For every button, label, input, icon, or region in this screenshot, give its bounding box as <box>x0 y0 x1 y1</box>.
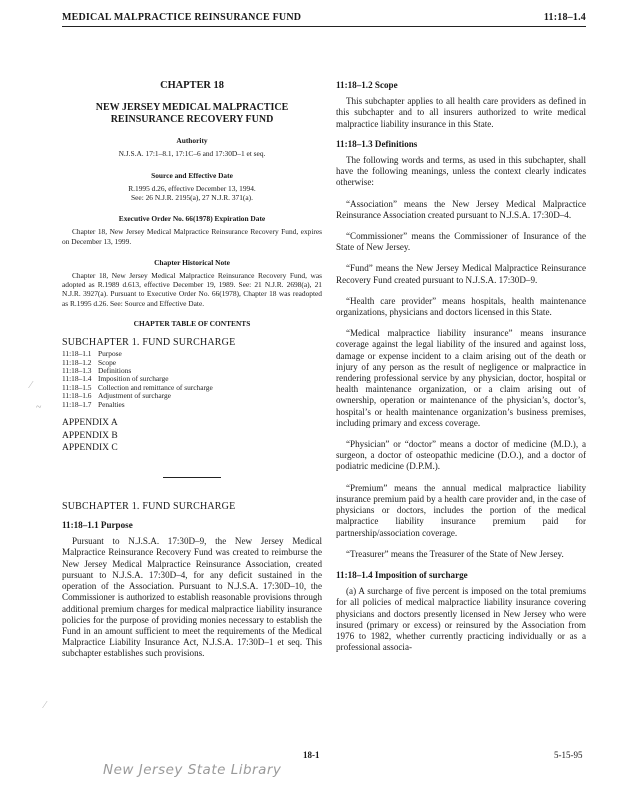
section-1-4-heading: 11:18–1.4 Imposition of surcharge <box>336 569 468 580</box>
left-column <box>62 80 322 660</box>
revision-date: 5-15-95 <box>554 750 583 760</box>
section-1-1-heading: 11:18–1.1 Purpose <box>62 520 133 531</box>
toc-heading: CHAPTER TABLE OF CONTENTS <box>133 318 251 328</box>
section-1-3-heading: 11:18–1.3 Definitions <box>336 138 418 149</box>
header-title: MEDICAL MALPRACTICE REINSURANCE FUND <box>62 12 302 23</box>
appendix-item: APPENDIX A <box>62 418 118 429</box>
toc-item-number: 11:18–1.2 <box>62 357 92 367</box>
appendix-item: APPENDIX B <box>62 430 118 441</box>
chapter-number: CHAPTER 18 <box>160 80 224 91</box>
chapter-name-line-2: REINSURANCE RECOVERY FUND <box>110 114 274 126</box>
subchapter-heading: SUBCHAPTER 1. FUND SURCHARGE <box>62 500 236 512</box>
section-1-2-heading: 11:18–1.2 Scope <box>336 80 398 90</box>
historical-note-text: Chapter 18, New Jersey Medical Malpractice Reinsurance Recovery Fund, was adopted as R.1989 d.613, effective December 19, 1989. See: 21 N.J.R. 2698(a), 21 N.J.R. 3927(a). Pursuant to Executive Order No. 66(1978), Chapter 18 was readopted as R.1995 d.26. See: Source and Effective Date. <box>62 271 322 308</box>
appendix-item: APPENDIX C <box>62 443 118 454</box>
definition-physician: “Physician” or “doctor” means a doctor of medicine (M.D.), a surgeon, a doctor of osteopathic medicine (D.O.), and a doctor of podiatric medicine (D.P.M.). <box>336 439 586 472</box>
toc-item-title: Penalties <box>98 399 125 409</box>
definition-association: “Association” means the New Jersey Medical Malpractice Reinsurance Association created pursuant to N.J.S.A. 17:30D–4. <box>336 198 586 220</box>
authority-heading: Authority <box>176 136 208 146</box>
toc-item-title: Imposition of surcharge <box>98 374 169 384</box>
section-divider <box>163 477 221 478</box>
chapter-name <box>62 102 322 126</box>
toc-list <box>62 350 322 409</box>
toc-item-number: 11:18–1.7 <box>62 399 92 409</box>
toc-subchapter-title: SUBCHAPTER 1. FUND SURCHARGE <box>62 337 236 349</box>
toc-item-number: 11:18–1.3 <box>62 366 92 376</box>
running-header <box>62 12 586 27</box>
toc-item <box>62 401 322 409</box>
margin-scan-mark: ⁄ <box>30 380 32 391</box>
source-line-2: See: 26 N.J.R. 2195(a), 27 N.J.R. 371(a). <box>131 193 253 203</box>
definition-treasurer: “Treasurer” means the Treasurer of the State of New Jersey. <box>346 548 564 559</box>
library-stamp: New Jersey State Library <box>103 762 282 778</box>
toc-item-title: Collection and remittance of surcharge <box>98 382 213 392</box>
margin-scan-mark: ⁄ <box>44 700 46 711</box>
executive-order-heading: Executive Order No. 66(1978) Expiration Date <box>118 214 266 224</box>
source-heading: Source and Effective Date <box>151 170 233 180</box>
toc-item-title: Definitions <box>98 366 132 376</box>
header-section: 11:18–1.4 <box>543 12 586 23</box>
toc-item-number: 11:18–1.5 <box>62 382 92 392</box>
section-1-1-text: Pursuant to N.J.S.A. 17:30D–9, the New Jersey Medical Malpractice Reinsurance Recovery Fund was created to reimburse the New Jersey Medical Malpractice Reinsurance Association, created pursuant to N.J.S.A. 17:30D–4, for any deficit sustained in the operation of the Association. Pursuant to N.J.S.A. 17:30D–10, the Commissioner is authorized to establish reasonable provisions through additional premium charges for medical malpractice liability insurance policies for the purpose of providing monies necessary to establish the Fund in an amount sufficient to meet the requirements of the Medical Malpractice Liability Insurance Act, N.J.S.A. 17:30D–1 et seq. This subchapter establishes such provisions. <box>62 536 322 659</box>
section-1-2-text: This subchapter applies to all health care providers as defined in this subchapter and to all insurers authorized to write medical malpractice liability insurance in this State. <box>336 96 586 129</box>
toc-item-title: Adjustment of surcharge <box>98 391 171 401</box>
definition-medical-malpractice-insurance: “Medical malpractice liability insurance” means insurance coverage against the legal liability of the insured and against loss, damage or expense incident to a claim arising out of the death or injury of any person as the result of negligence or malpractice in rendering professional service by any physician, doctor, hospital or health maintenance organization, or a claim arising out of ownership, operation or maintenance of the physician’s, doctor’s, hospital’s or health maintenance organization’s business premises, including primary and excess coverage. <box>336 328 586 428</box>
definition-health-care-provider: “Health care provider” means hospitals, health maintenance organizations, physicians and doctors licensed in this State. <box>336 295 586 318</box>
appendix-list <box>62 417 322 455</box>
toc-item-number: 11:18–1.6 <box>62 391 92 401</box>
executive-order-text: Chapter 18, New Jersey Medical Malpractice Reinsurance Recovery Fund, expires on December 13, 1999. <box>62 227 322 246</box>
right-column <box>336 80 586 653</box>
authority-text: N.J.S.A. 17:1–8.1, 17:1C–6 and 17:30D–1 et seq. <box>118 149 266 159</box>
toc-item-title: Purpose <box>98 349 122 359</box>
toc-item-number: 11:18–1.1 <box>62 349 92 359</box>
definition-premium: “Premium” means the annual medical malpractice liability insurance premium paid by a health care provider and, in the case of physicians or doctors, includes the portion of the medical malpractice liability insurance premium paid for partnership/association coverage. <box>336 482 586 538</box>
source-line-1: R.1995 d.26, effective December 13, 1994. <box>128 183 256 193</box>
page-number: 18-1 <box>303 750 320 760</box>
toc-item-title: Scope <box>98 357 117 367</box>
section-1-3-intro: The following words and terms, as used in this subchapter, shall have the following meanings, unless the context clearly indicates otherwise: <box>336 155 586 188</box>
section-1-4-text: (a) A surcharge of five percent is imposed on the total premiums for all policies of medical malpractice liability insurance covering physicians and doctors presently licensed in New Jersey who were insured (primary or excess) or reinsured by the Association from 1976 to 1982, whether currently practicing individually or as a professional associa- <box>336 586 586 653</box>
chapter-name-line-1: NEW JERSEY MEDICAL MALPRACTICE <box>95 102 289 114</box>
historical-note-heading: Chapter Historical Note <box>154 257 230 267</box>
definition-commissioner: “Commissioner” means the Commissioner of Insurance of the State of New Jersey. <box>336 231 586 253</box>
definition-fund: “Fund” means the New Jersey Medical Malpractice Reinsurance Recovery Fund created pursuant to N.J.S.A. 17:30D–9. <box>336 263 586 285</box>
toc-item-number: 11:18–1.4 <box>62 374 92 384</box>
margin-scan-mark: ~ <box>36 402 42 413</box>
